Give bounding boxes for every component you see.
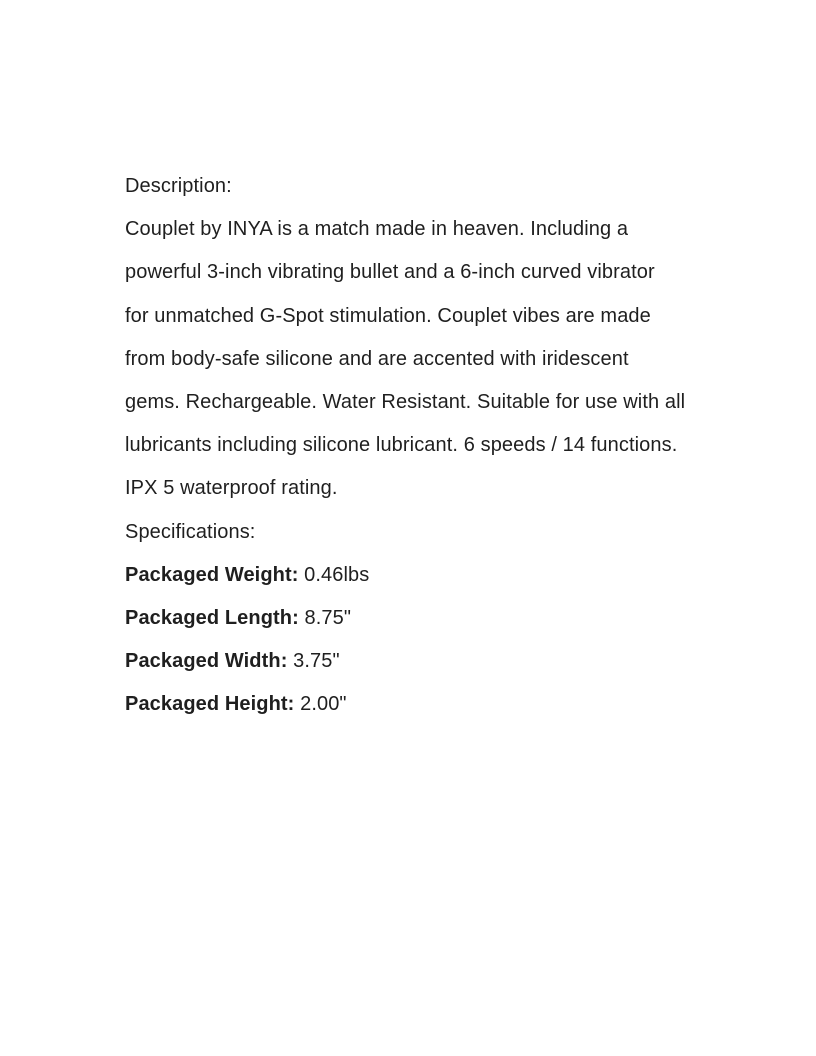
description-line: gems. Rechargeable. Water Resistant. Suitable for use with all bbox=[125, 391, 686, 414]
spec-row-length bbox=[125, 597, 745, 640]
spec-value: 2.00" bbox=[300, 693, 347, 716]
spec-label: Packaged Width: bbox=[125, 650, 288, 673]
specifications-heading: Specifications: bbox=[125, 520, 256, 543]
description-line: Couplet by INYA is a match made in heaven. Including a bbox=[125, 218, 629, 241]
spec-value: 3.75" bbox=[293, 650, 340, 673]
description-line: from body-safe silicone and are accented with iridescent bbox=[125, 347, 629, 370]
description-line: powerful 3-inch vibrating bullet and a 6-inch curved vibrator bbox=[125, 261, 655, 284]
spec-value: 8.75" bbox=[304, 607, 352, 630]
document-content bbox=[125, 165, 745, 727]
description-line: for unmatched G-Spot stimulation. Couplet vibes are made bbox=[125, 304, 651, 327]
spec-label: Packaged Height: bbox=[125, 693, 295, 716]
spec-row-weight bbox=[125, 554, 745, 597]
spec-row-height bbox=[125, 683, 745, 726]
spec-value: 0.46lbs bbox=[304, 563, 370, 586]
spec-label: Packaged Length: bbox=[125, 607, 299, 630]
description-line: IPX 5 waterproof rating. bbox=[125, 477, 338, 500]
spec-label: Packaged Weight: bbox=[125, 563, 299, 586]
description-heading: Description: bbox=[125, 175, 232, 197]
spec-row-width bbox=[125, 640, 745, 683]
description-line: lubricants including silicone lubricant. 6 speeds / 14 functions. bbox=[125, 434, 678, 457]
